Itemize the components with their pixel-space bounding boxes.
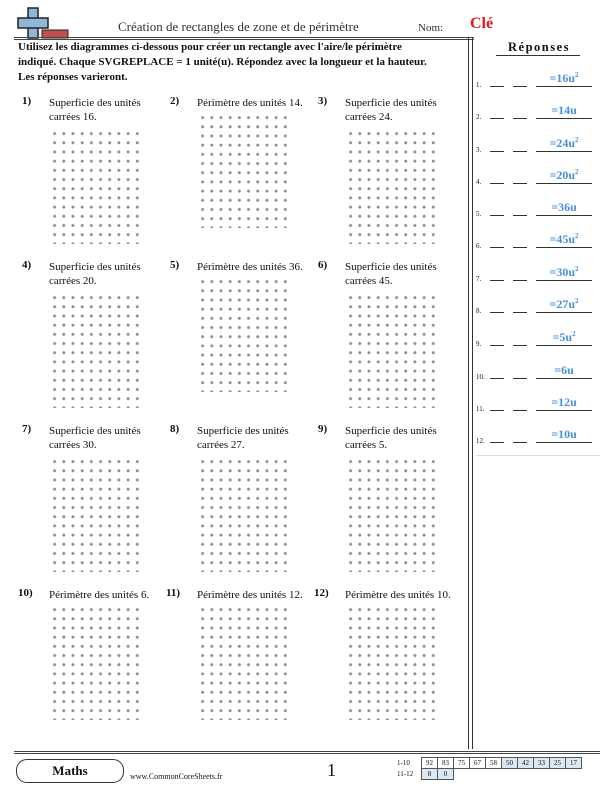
answer-blank	[513, 442, 527, 443]
footer-rule	[14, 751, 600, 752]
problem	[22, 95, 172, 255]
answer-value: $=20u^2$	[549, 168, 579, 182]
answer-number: 12.	[476, 437, 485, 445]
dot-grid	[346, 129, 436, 244]
page-title: Création de rectangles de zone et de périmètre	[118, 19, 359, 34]
problem	[318, 423, 468, 583]
answer-value: $=16u^2$	[549, 71, 579, 85]
answer-number: 4.	[476, 178, 482, 186]
answer-number: 3.	[476, 146, 482, 154]
dot-grid	[50, 129, 140, 244]
answer-row	[476, 364, 596, 384]
answer-number: 6.	[476, 242, 482, 250]
answers-title: Réponses	[508, 40, 571, 54]
problem-number: 5)	[170, 259, 180, 271]
answer-number: 2.	[476, 113, 482, 121]
answer-row	[476, 169, 596, 189]
answer-blank	[490, 378, 504, 379]
plus-logo-icon	[14, 6, 70, 40]
problem-text: Superficie des unités carrées 16.	[49, 97, 141, 123]
answer-blank	[513, 118, 527, 119]
answer-line	[536, 118, 592, 119]
problem	[22, 423, 172, 583]
answer-blank	[513, 345, 527, 346]
problem-number: 8)	[170, 423, 180, 435]
problem-text: Périmètre des unités 12.	[197, 589, 303, 601]
problem-number: 4)	[22, 259, 32, 271]
answer-blank	[513, 215, 527, 216]
problem-text: Périmètre des unités 6.	[49, 589, 150, 601]
answer-number: 1.	[476, 81, 482, 89]
score-cell: 17	[566, 758, 582, 769]
answer-key-label: Clé	[470, 15, 494, 32]
score-cell: 83	[438, 758, 454, 769]
answer-number: 7.	[476, 275, 482, 283]
problem-number: 7)	[22, 423, 32, 435]
answer-row	[476, 201, 596, 221]
score-cell: 42	[518, 758, 534, 769]
answer-value: $=27u^2$	[549, 297, 579, 311]
column-divider	[468, 37, 473, 749]
answer-blank	[513, 312, 527, 313]
score-cell: 8	[422, 769, 438, 780]
answer-line	[536, 247, 592, 248]
answer-line	[536, 151, 592, 152]
problem-text: Superficie des unités carrées 5.	[345, 425, 437, 451]
answer-blank	[513, 378, 527, 379]
score-cell: 67	[470, 758, 486, 769]
answer-blank	[513, 410, 527, 411]
answer-value: $=5u^2$	[552, 330, 576, 344]
answer-blank	[513, 183, 527, 184]
problem	[166, 587, 320, 747]
answer-row	[476, 428, 596, 448]
answers-title-rule	[496, 55, 580, 56]
name-label: Nom:	[418, 22, 444, 34]
problem-number: 1)	[22, 95, 32, 107]
answer-blank	[490, 280, 504, 281]
dot-grid	[198, 457, 288, 572]
subject-badge: Maths	[16, 759, 124, 783]
site-url: www.CommonCoreSheets.fr	[130, 772, 223, 781]
score-cell: 33	[534, 758, 550, 769]
score-cell: 0	[438, 769, 454, 780]
answer-blank	[513, 151, 527, 152]
score-table	[397, 757, 582, 780]
answer-number: 8.	[476, 307, 482, 315]
problem	[22, 259, 172, 419]
dot-grid	[50, 457, 140, 572]
answer-blank	[490, 410, 504, 411]
problem-text: Périmètre des unités 36.	[197, 261, 303, 273]
answer-line	[536, 86, 592, 87]
answer-value: =14u	[551, 103, 577, 117]
problem-number: 6)	[318, 259, 328, 271]
page-number: 1	[327, 760, 336, 780]
problem	[170, 259, 320, 419]
answer-number: 9.	[476, 340, 482, 348]
answer-row	[476, 331, 596, 351]
dot-grid	[346, 605, 436, 720]
answer-blank	[490, 86, 504, 87]
answer-value: =6u	[554, 363, 574, 377]
answer-value: =12u	[551, 395, 577, 409]
problem-number: 9)	[318, 423, 328, 435]
answer-blank	[513, 247, 527, 248]
score-cell: 92	[422, 758, 438, 769]
answer-line	[536, 378, 592, 379]
dot-grid	[346, 457, 436, 572]
problem-text: Périmètre des unités 10.	[345, 589, 451, 601]
answer-row	[476, 396, 596, 416]
score-cell: 25	[550, 758, 566, 769]
problem-number: 12)	[314, 587, 329, 599]
answer-blank	[490, 118, 504, 119]
problem-number: 2)	[170, 95, 180, 107]
answer-value: $=24u^2$	[549, 136, 579, 150]
problem-number: 10)	[18, 587, 33, 599]
answer-line	[536, 215, 592, 216]
answer-row	[476, 298, 596, 318]
problem-text: Superficie des unités carrées 20.	[49, 261, 141, 287]
answer-number: 5.	[476, 210, 482, 218]
problem	[314, 587, 468, 747]
answer-blank	[513, 280, 527, 281]
header-rule	[14, 37, 474, 38]
score-row-label: 1-10	[397, 759, 410, 767]
answer-value: =10u	[551, 427, 577, 441]
answer-number: 10.	[476, 373, 485, 381]
problem	[318, 95, 468, 255]
answer-line	[536, 410, 592, 411]
answer-value: $=45u^2$	[549, 232, 579, 246]
dot-grid	[346, 293, 436, 408]
problem	[18, 587, 172, 747]
dot-grid	[198, 113, 288, 228]
answer-blank	[490, 442, 504, 443]
answer-blank	[490, 183, 504, 184]
problem-text: Superficie des unités carrées 30.	[49, 425, 141, 451]
problem	[170, 423, 320, 583]
footer-rule	[14, 753, 600, 754]
answer-blank	[490, 247, 504, 248]
answer-line	[536, 280, 592, 281]
problem-text: Superficie des unités carrées 24.	[345, 97, 437, 123]
answer-blank	[490, 215, 504, 216]
answer-blank	[513, 86, 527, 87]
answer-blank	[490, 345, 504, 346]
problem	[170, 95, 320, 255]
problem-text: Périmètre des unités 14.	[197, 97, 303, 109]
score-row	[397, 769, 582, 780]
score-row-label: 11-12	[397, 770, 414, 778]
answer-row	[476, 266, 596, 286]
problem-number: 11)	[166, 587, 181, 599]
dot-grid	[198, 605, 288, 720]
answer-value: $=30u^2$	[549, 265, 579, 279]
dot-grid	[50, 605, 140, 720]
problem-text: Superficie des unités carrées 45.	[345, 261, 437, 287]
problem-text: Superficie des unités carrées 27.	[197, 425, 289, 451]
answer-line	[536, 183, 592, 184]
dot-grid	[198, 277, 288, 392]
answer-value: =36u	[551, 200, 577, 214]
answer-blank	[490, 151, 504, 152]
answer-blank	[490, 312, 504, 313]
score-cell: 58	[486, 758, 502, 769]
answer-row	[476, 233, 596, 253]
answer-line	[536, 345, 592, 346]
score-row	[397, 758, 582, 769]
problem-number: 3)	[318, 95, 328, 107]
answer-row	[476, 104, 596, 124]
answer-line	[536, 442, 592, 443]
score-cell: 50	[502, 758, 518, 769]
answer-row	[476, 72, 596, 92]
answer-row	[476, 137, 596, 157]
answer-line	[536, 312, 592, 313]
dot-grid	[50, 293, 140, 408]
answer-number: 11.	[476, 405, 485, 413]
instructions: Utilisez les diagrammes ci-dessous pour créer un rectangle avec l'aire/le périmètre indiqué. Chaque SVGREPLACE = 1 unité(u). Répondez avec la longueur et la hauteur. Les réponses varieront.	[18, 41, 427, 83]
answer-panel-rule	[476, 455, 600, 456]
score-cell: 75	[454, 758, 470, 769]
problem	[318, 259, 468, 419]
